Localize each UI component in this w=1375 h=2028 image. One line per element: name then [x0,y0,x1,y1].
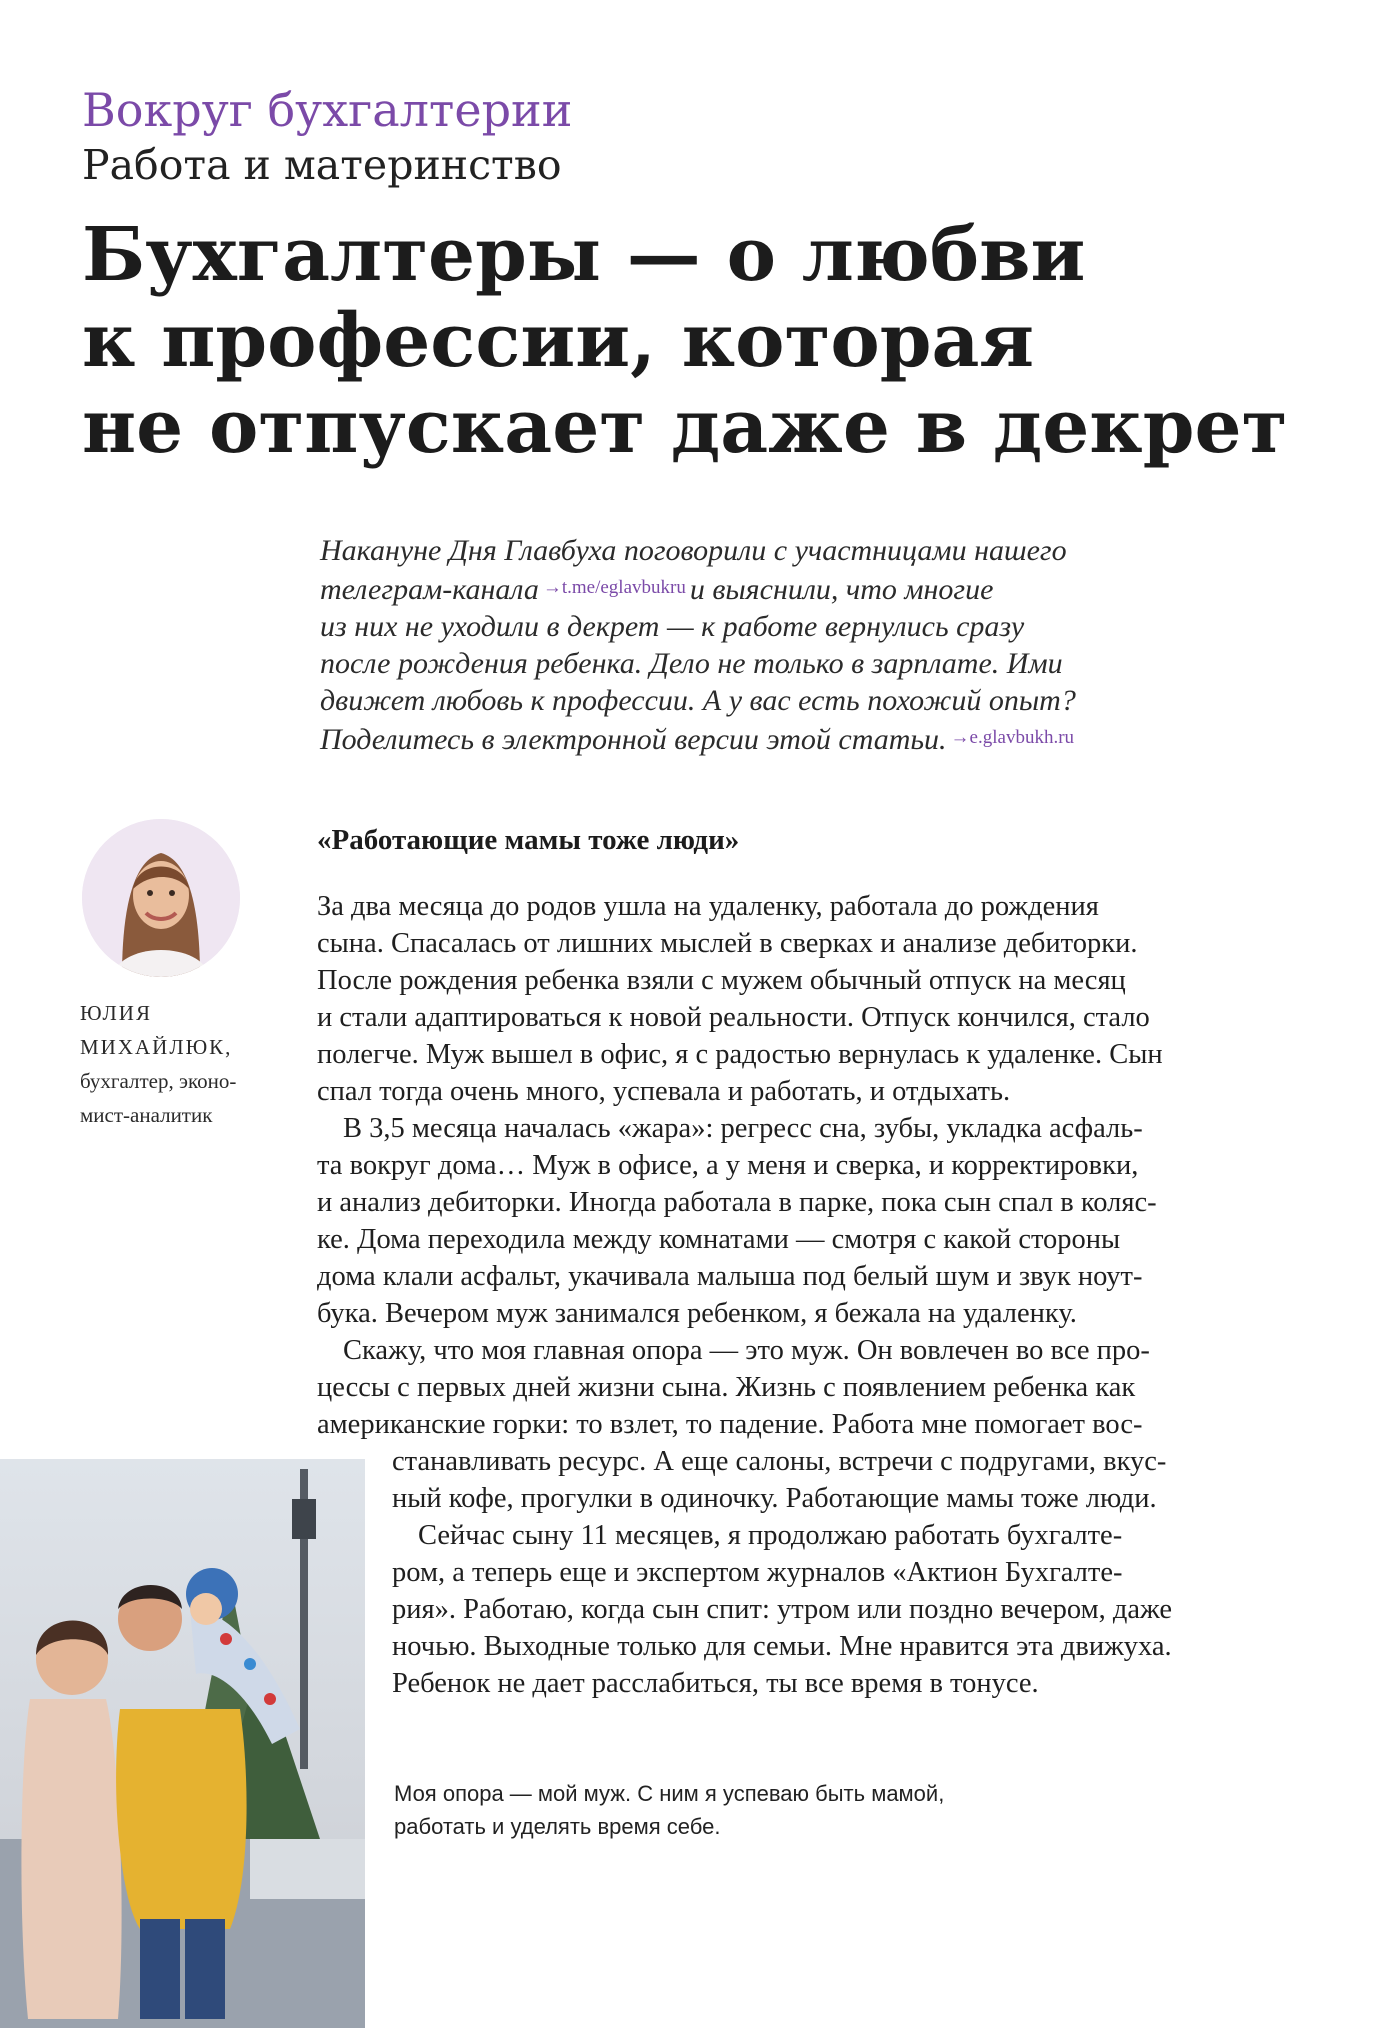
caption-line: работать и уделять время себе. [394,1814,721,1839]
author-photo [82,819,240,977]
body-line: дома клали асфальт, укачивала малыша под белый шум и звук ноут- [317,1261,1143,1292]
body-line: станавливать ресурс. А еще салоны, встречи с подругами, вкус- [392,1446,1167,1477]
body-line: В 3,5 месяца началась «жара»: регресс сна, зубы, укладка асфаль- [343,1113,1143,1144]
section-subrubric: Работа и материнство [82,141,562,189]
lead-line [320,569,1240,608]
body-line: и стали адаптироваться к новой реальности. Отпуск кончился, стало [317,1002,1150,1033]
headline-line: Бухгалтеры — о любви [82,212,1086,298]
family-illustration [0,1459,365,2028]
body-line: рия». Работаю, когда сын спит: утром или поздно вечером, даже [392,1594,1172,1625]
lead-line: после рождения ребенка. Дело не только в зарплате. Ими [320,647,1063,680]
body-line: сына. Спасалась от лишних мыслей в сверках и анализе дебиторки. [317,928,1138,959]
body-line: ром, а теперь еще и экспертом журналов «Актион Бухгалте- [392,1557,1123,1588]
photo-caption [394,1777,994,1843]
body-line: полегче. Муж вышел в офис, я с радостью вернулась к удаленке. Сын [317,1039,1163,1070]
article-lead [320,532,1240,758]
body-line: ночью. Выходные только для семьи. Мне нравится эта движуха. [392,1631,1172,1662]
family-photo [0,1459,365,2028]
body-line: Сейчас сыну 11 месяцев, я продолжаю работать бухгалте- [418,1520,1123,1551]
author-role: бухгалтер, эконо- [80,1069,237,1093]
body-line: ный кофе, прогулки в одиночку. Работающие мамы тоже люди. [392,1483,1157,1514]
body-line: За два месяца до родов ушла на удаленку, работала до рождения [317,891,1099,922]
lead-text: и выяснили, что многие [689,573,994,606]
section-rubric: Вокруг бухгалтерии [82,83,573,137]
article-body [317,888,1172,1702]
body-line: американские горки: то взлет, то падение. Работа мне помогает вос- [317,1409,1143,1440]
lead-line: из них не уходили в декрет — к работе вернулись сразу [320,610,1025,643]
headline-line: к профессии, которая [82,298,1035,384]
article-headline [82,212,1342,470]
caption-line: Моя опора — мой муж. С ним я успеваю быть мамой, [394,1781,945,1806]
author-info [80,996,300,1132]
author-role: мист-аналитик [80,1103,213,1127]
body-line: цессы с первых дней жизни сына. Жизнь с появлением ребенка как [317,1372,1136,1403]
lead-line: движет любовь к профессии. А у вас есть похожий опыт? [320,684,1076,717]
author-surname: МИХАЙЛЮК, [80,1035,233,1059]
telegram-link[interactable]: →t.me/eglavbukru [542,577,686,598]
lead-line: Накануне Дня Главбуха поговорили с участницами нашего [320,534,1067,567]
section-title: «Работающие мамы тоже люди» [317,824,740,856]
lead-line [320,719,1240,758]
body-line: та вокруг дома… Муж в офисе, а у меня и сверка, и корректировки, [317,1150,1139,1181]
body-line: Скажу, что моя главная опора — это муж. Он вовлечен во все про- [343,1335,1150,1366]
body-line: и анализ дебиторки. Иногда работала в парке, пока сын спал в коляс- [317,1187,1157,1218]
headline-line: не отпускает даже в декрет [82,384,1288,470]
lead-text: телеграм-канала [320,573,539,606]
body-line: бука. Вечером муж занимался ребенком, я бежала на удаленку. [317,1298,1077,1329]
author-name: ЮЛИЯ [80,1001,152,1025]
body-line: ке. Дома переходила между комнатами — смотря с какой стороны [317,1224,1121,1255]
body-line: спал тогда очень много, успевала и работать, и отдыхать. [317,1076,1011,1107]
body-line: Ребенок не дает расслабиться, ты все время в тонусе. [392,1668,1039,1699]
body-line: После рождения ребенка взяли с мужем обычный отпуск на месяц [317,965,1126,996]
e-version-link[interactable]: →e.glavbukh.ru [950,727,1075,748]
lead-text: Поделитесь в электронной версии этой статьи. [320,723,947,756]
author-portrait [82,819,240,977]
